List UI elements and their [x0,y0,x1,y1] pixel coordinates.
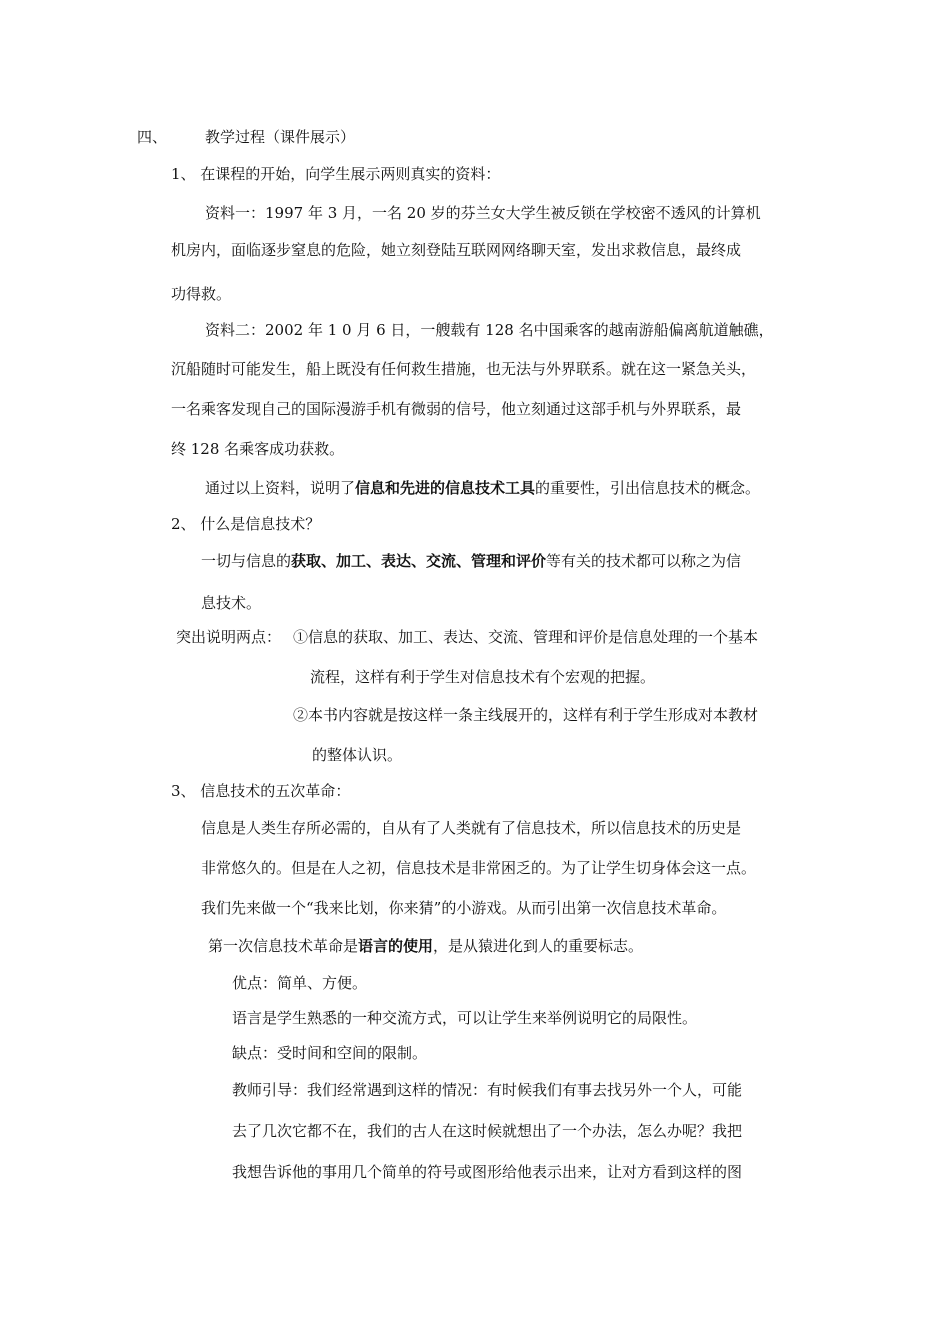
summary-emphasis: 信息和先进的信息技术工具 [355,479,536,497]
item3-para-line: 信息是人类生存所必需的，自从有了人类就有了信息技术，所以信息技术的历史是 [201,819,742,837]
item3-para-line: 非常悠久的。但是在人之初，信息技术是非常困乏的。为了让学生切身体会这一点。 [201,859,757,877]
revolution-text: 第一次信息技术革命是 [208,937,359,955]
material2-line: 终 128 名乘客成功获救。 [171,440,345,458]
cons-line: 缺点：受时间和空间的限制。 [232,1044,428,1062]
section-number: 四、 [137,128,168,146]
definition-line [201,551,741,571]
material2-line: 一名乘客发现自己的国际漫游手机有微弱的信号，他立刻通过这部手机与外界联系，最 [171,400,742,418]
definition-continuation: 息技术。 [201,594,262,612]
summary-text: 通过以上资料，说明了 [205,479,356,497]
definition-text: 一切与信息的 [201,552,292,570]
material1-line: 机房内，面临逐步窒息的危险，她立刻登陆互联网网络聊天室，发出求救信息，最终成 [171,241,742,259]
guide-line: 我想告诉他的事用几个简单的符号或图形给他表示出来，让对方看到这样的图 [232,1163,743,1181]
section-title: 教学过程（课件展示） [205,128,356,146]
summary-line [205,478,760,498]
revolution-text: ，是从猿进化到人的重要标志。 [433,937,644,955]
points-label: 突出说明两点： [176,628,282,646]
material1-line: 功得救。 [171,285,232,303]
item2-heading: 2、 什么是信息技术？ [171,515,321,533]
first-revolution-line [208,936,643,956]
material2-line: 资料二：2002 年 1 0 月 6 日，一艘载有 128 名中国乘客的越南游船偏离航道触礁， [205,321,774,339]
material1-line: 资料一：1997 年 3 月，一名 20 岁的芬兰女大学生被反锁在学校密不透风的计算机 [205,204,761,222]
point1-line: ①信息的获取、加工、表达、交流、管理和评价是信息处理的一个基本 [293,628,759,646]
definition-emphasis: 获取、加工、表达、交流、管理和评价 [291,552,547,570]
point2-line: ②本书内容就是按这样一条主线展开的，这样有利于学生形成对本教材 [293,706,759,724]
definition-text: 等有关的技术都可以称之为信 [546,552,742,570]
item1-heading: 1、 在课程的开始，向学生展示两则真实的资料： [171,165,501,183]
summary-text: 的重要性，引出信息技术的概念。 [535,479,761,497]
point1-line: 流程，这样有利于学生对信息技术有个宏观的把握。 [310,668,656,686]
guide-line: 教师引导：我们经常遇到这样的情况：有时候我们有事去找另外一个人，可能 [232,1081,743,1099]
item3-para-line: 我们先来做一个“我来比划，你来猜”的小游戏。从而引出第一次信息技术革命。 [201,899,727,917]
language-note: 语言是学生熟悉的一种交流方式，可以让学生来举例说明它的局限性。 [232,1009,698,1027]
point2-line: 的整体认识。 [312,746,403,764]
material2-line: 沉船随时可能发生，船上既没有任何救生措施，也无法与外界联系。就在这一紧急关头， [171,360,757,378]
item3-heading: 3、 信息技术的五次革命： [171,782,351,800]
guide-line: 去了几次它都不在，我们的古人在这时候就想出了一个办法，怎么办呢？我把 [232,1122,743,1140]
revolution-emphasis: 语言的使用 [358,937,434,955]
pros-line: 优点：简单、方便。 [232,974,368,992]
